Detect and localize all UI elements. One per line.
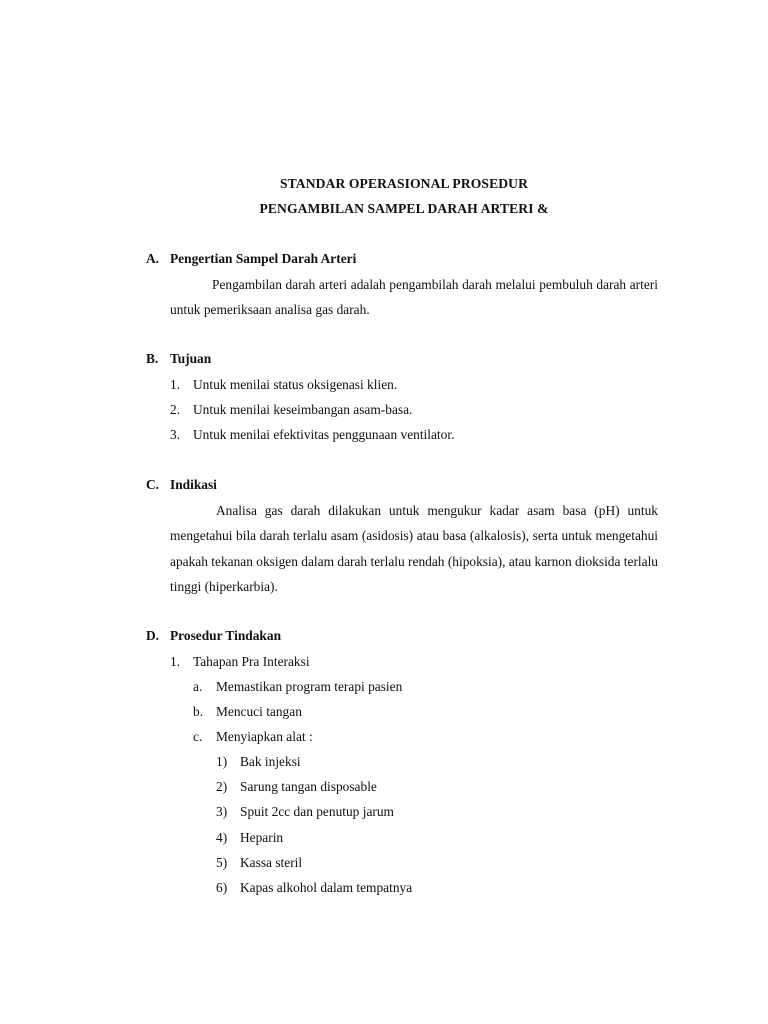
tool-num: 1): [216, 754, 228, 769]
sub-item: Mencuci tangan: [216, 704, 302, 719]
section-b-heading: Tujuan: [170, 351, 212, 366]
section-c-body: Analisa gas darah dilakukan untuk mengukur kadar asam basa (pH) untuk mengetahui bila darah terlalu asam (asidosis) atau basa (alkalosis), serta untuk mengetahui apakah tekanan oksigen dalam darah terlalu rendah (hipoksia), atau karnon dioksida terlalu tinggi (hiperkarbia).: [170, 503, 658, 594]
list-item: Untuk menilai keseimbangan asam-basa.: [193, 402, 413, 417]
list-item-num: 2.: [170, 402, 181, 417]
step-text: Tahapan Pra Interaksi: [193, 654, 310, 669]
section-c-heading: Indikasi: [170, 477, 217, 492]
section-b-letter: B.: [146, 351, 159, 366]
tool-num: 6): [216, 880, 228, 895]
section-d-letter: D.: [146, 628, 160, 643]
sub-item-letter: c.: [193, 729, 203, 744]
step-num: 1.: [170, 654, 181, 669]
section-a-body: Pengambilan darah arteri adalah pengambilah darah melalui pembuluh darah arteri untuk pemeriksaan analisa gas darah.: [170, 277, 658, 318]
tool-item: Sarung tangan disposable: [240, 779, 377, 794]
tool-item: Kassa steril: [240, 855, 303, 870]
doc-subtitle: PENGAMBILAN SAMPEL DARAH ARTERI &: [259, 201, 549, 216]
tool-item: Heparin: [240, 830, 284, 845]
sub-item-letter: a.: [193, 679, 203, 694]
section-a-letter: A.: [146, 251, 160, 266]
list-item-num: 3.: [170, 427, 181, 442]
list-item: Untuk menilai status oksigenasi klien.: [193, 377, 398, 392]
list-item-num: 1.: [170, 377, 181, 392]
sub-item: Menyiapkan alat :: [216, 729, 313, 744]
section-a-heading: Pengertian Sampel Darah Arteri: [170, 251, 357, 266]
tool-num: 5): [216, 855, 228, 870]
tool-num: 2): [216, 779, 228, 794]
tool-num: 3): [216, 804, 228, 819]
doc-title: STANDAR OPERASIONAL PROSEDUR: [279, 176, 529, 191]
tool-item: Kapas alkohol dalam tempatnya: [240, 880, 413, 895]
section-d-heading: Prosedur Tindakan: [170, 628, 282, 643]
list-item: Untuk menilai efektivitas penggunaan ventilator.: [193, 427, 455, 442]
sub-item-letter: b.: [193, 704, 204, 719]
tool-item: Spuit 2cc dan penutup jarum: [240, 804, 394, 819]
tool-num: 4): [216, 830, 228, 845]
section-c-letter: C.: [146, 477, 160, 492]
sub-item: Memastikan program terapi pasien: [216, 679, 403, 694]
tool-item: Bak injeksi: [240, 754, 301, 769]
